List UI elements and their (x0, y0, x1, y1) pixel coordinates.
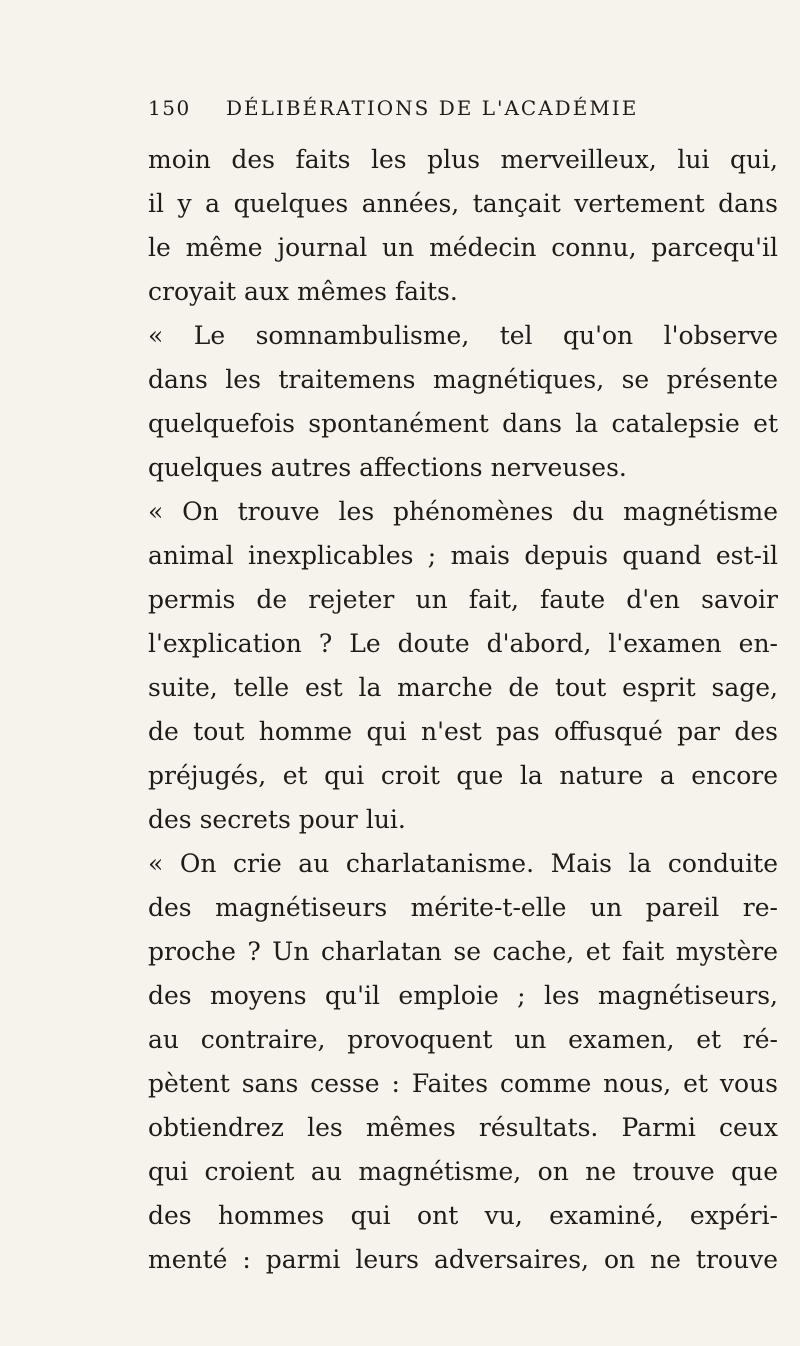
text-line: permis de rejeter un fait, faute d'en savoir (148, 585, 778, 614)
text-body (148, 138, 778, 1282)
text-line: quelques autres affections nerveuses. (148, 453, 627, 482)
text-line: animal inexplicables ; mais depuis quand est-il (148, 541, 778, 570)
text-line: le même journal un médecin connu, parcequ'il (148, 233, 778, 262)
text-line: suite, telle est la marche de tout esprit sage, (148, 673, 778, 702)
text-line: quelquefois spontanément dans la catalepsie et (148, 409, 778, 438)
text-line: « Le somnambulisme, tel qu'on l'observe (148, 321, 778, 350)
text-line: des moyens qu'il emploie ; les magnétiseurs, (148, 981, 778, 1010)
text-line: menté : parmi leurs adversaires, on ne trouve (148, 1245, 778, 1274)
text-line: l'explication ? Le doute d'abord, l'examen en- (148, 629, 778, 658)
text-line: croyait aux mêmes faits. (148, 277, 458, 306)
text-line: dans les traitemens magnétiques, se présente (148, 365, 778, 394)
text-line: il y a quelques années, tançait vertement dans (148, 189, 778, 218)
running-title: DÉLIBÉRATIONS DE L'ACADÉMIE (226, 96, 639, 120)
text-line: des hommes qui ont vu, examiné, expéri- (148, 1201, 778, 1230)
page-header (148, 96, 678, 136)
text-line: « On crie au charlatanisme. Mais la conduite (148, 849, 778, 878)
text-line: des secrets pour lui. (148, 805, 406, 834)
text-line: moin des faits les plus merveilleux, lui qui, (148, 145, 778, 174)
text-line: des magnétiseurs mérite-t-elle un pareil re- (148, 893, 778, 922)
text-line: proche ? Un charlatan se cache, et fait mystère (148, 937, 778, 966)
text-line: de tout homme qui n'est pas offusqué par des (148, 717, 778, 746)
text-line: qui croient au magnétisme, on ne trouve que (148, 1157, 778, 1186)
page-number: 150 (148, 96, 191, 120)
text-line: au contraire, provoquent un examen, et ré- (148, 1025, 778, 1054)
text-line: « On trouve les phénomènes du magnétisme (148, 497, 778, 526)
text-line: préjugés, et qui croit que la nature a encore (148, 761, 778, 790)
text-line: pètent sans cesse : Faites comme nous, et vous (148, 1069, 778, 1098)
text-line: obtiendrez les mêmes résultats. Parmi ceux (148, 1113, 778, 1142)
